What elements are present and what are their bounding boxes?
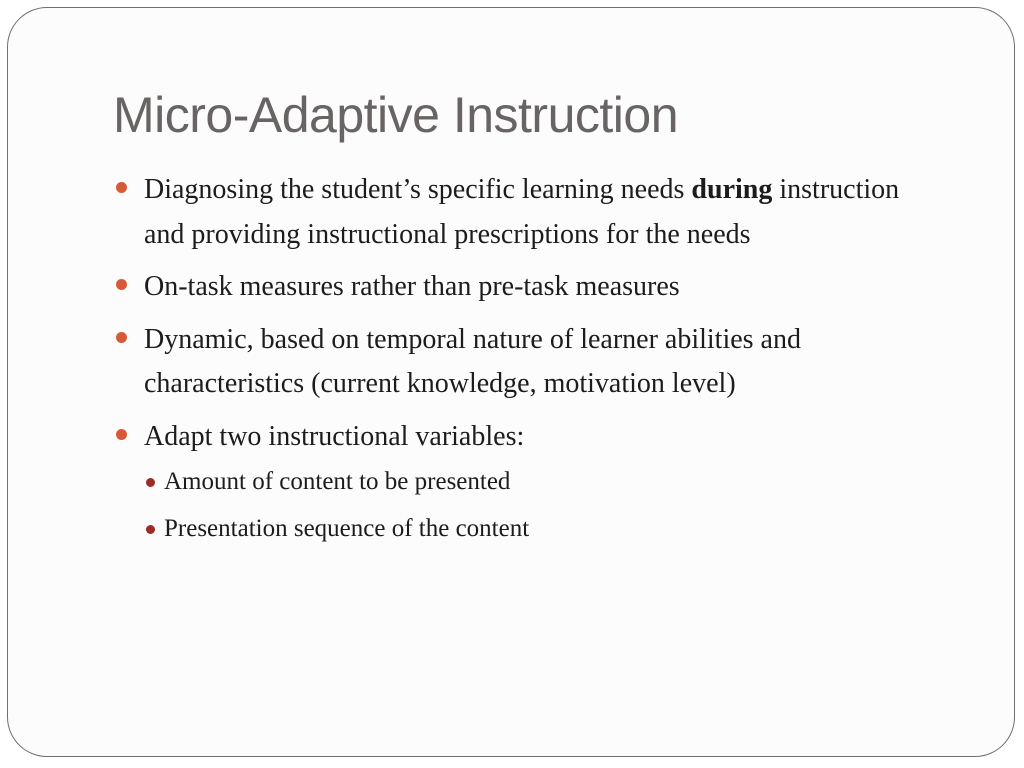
bullet-item [116, 168, 946, 257]
bullet-dot-icon [116, 332, 127, 343]
bullet-item [116, 415, 946, 460]
bullet-text: Dynamic, based on temporal nature of learner abilities and characteristics (current knowledge, motivation level) [144, 323, 801, 399]
sub-bullet-text: Presentation sequence of the content [164, 515, 530, 542]
bullet-text: Diagnosing the student’s specific learning needs [144, 174, 692, 205]
sub-bullet-dot-icon [146, 478, 155, 487]
sub-bullet-item [146, 510, 946, 548]
slide-title: Micro-Adaptive Instruction [113, 87, 679, 143]
bullet-dot-icon [116, 429, 127, 440]
bullet-item [116, 265, 946, 310]
bullet-dot-icon [116, 182, 127, 193]
sub-bullet-text: Amount of content to be presented [164, 468, 511, 495]
sub-bullet-item [146, 463, 946, 501]
slide-content [116, 168, 946, 557]
bullet-dot-icon [116, 279, 127, 290]
bullet-item [116, 318, 946, 407]
sub-bullet-list [116, 463, 946, 548]
bullet-emphasis: during [691, 174, 773, 205]
bullet-text: On-task measures rather than pre-task measures [144, 271, 680, 302]
sub-bullet-dot-icon [146, 525, 155, 534]
bullet-text: instruction and providing instructional prescriptions for the needs [144, 174, 900, 250]
bullet-text: Adapt two instructional variables: [144, 420, 525, 452]
